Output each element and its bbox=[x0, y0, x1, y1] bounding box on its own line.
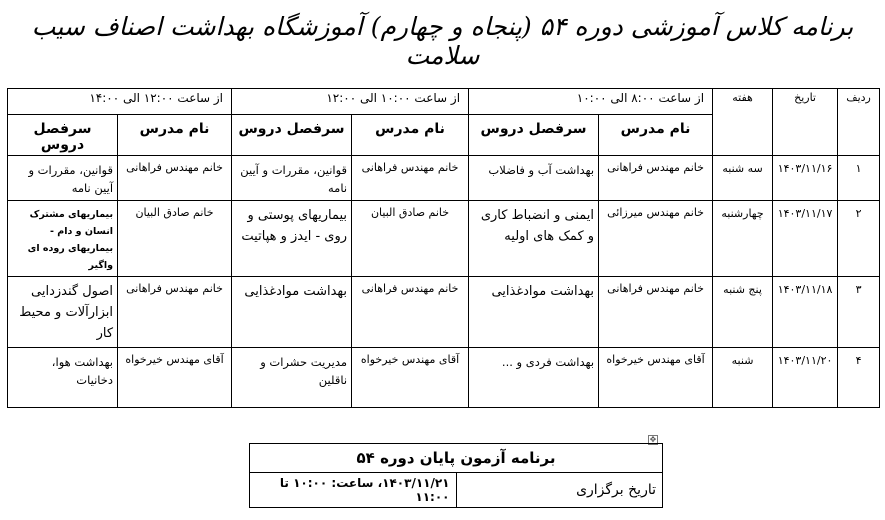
topic-cell: بهداشت هوا، دخانیات bbox=[8, 347, 118, 407]
teacher-cell: خانم مهندس فراهانی bbox=[352, 156, 469, 201]
topic-cell: بهداشت موادغذایی bbox=[232, 277, 352, 347]
row-date: ۱۴۰۳/۱۱/۱۷ bbox=[773, 200, 838, 276]
exam-date-value: ۱۴۰۳/۱۱/۲۱، ساعت: ۱۰:۰۰ تا ۱۱:۰۰ bbox=[250, 473, 457, 508]
teacher-cell: آقای مهندس خیرخواه bbox=[599, 347, 713, 407]
header-date: تاریخ bbox=[773, 89, 838, 156]
topic-cell: مدیریت حشرات و ناقلین bbox=[232, 347, 352, 407]
teacher-cell: خانم مهندس فراهانی bbox=[599, 277, 713, 347]
teacher-cell: خانم مهندس فراهانی bbox=[118, 156, 232, 201]
schedule-table bbox=[7, 88, 880, 408]
table-row bbox=[8, 277, 880, 347]
topic-cell: بهداشت موادغذایی bbox=[469, 277, 599, 347]
row-day: چهارشنبه bbox=[713, 200, 773, 276]
header-slot-3: از ساعت ۱۲:۰۰ الی ۱۴:۰۰ bbox=[8, 89, 232, 115]
teacher-cell: خانم مهندس میرزائی bbox=[599, 200, 713, 276]
teacher-cell: خانم مهندس فراهانی bbox=[599, 156, 713, 201]
row-number: ۳ bbox=[838, 277, 880, 347]
header-topic-3: سرفصل دروس bbox=[8, 115, 118, 156]
header-topic-1: سرفصل دروس bbox=[469, 115, 599, 156]
teacher-cell: خانم صادق البیان bbox=[352, 200, 469, 276]
teacher-cell: خانم صادق البیان bbox=[118, 200, 232, 276]
header-row-number: ردیف bbox=[838, 89, 880, 156]
table-row bbox=[8, 347, 880, 407]
row-date: ۱۴۰۳/۱۱/۱۸ bbox=[773, 277, 838, 347]
header-teacher-1: نام مدرس bbox=[599, 115, 713, 156]
topic-cell: بیماریهای مشترک انسان و دام - بیماریهای روده ای واگیر bbox=[8, 200, 118, 276]
exam-table bbox=[249, 443, 663, 508]
header-topic-2: سرفصل دروس bbox=[232, 115, 352, 156]
row-date: ۱۴۰۳/۱۱/۲۰ bbox=[773, 347, 838, 407]
table-row bbox=[8, 156, 880, 201]
row-date: ۱۴۰۳/۱۱/۱۶ bbox=[773, 156, 838, 201]
row-number: ۴ bbox=[838, 347, 880, 407]
topic-cell: قوانین، مقررات و آیین نامه bbox=[8, 156, 118, 201]
row-number: ۱ bbox=[838, 156, 880, 201]
exam-date-label: تاریخ برگزاری bbox=[456, 473, 663, 508]
row-day: شنبه bbox=[713, 347, 773, 407]
header-teacher-2: نام مدرس bbox=[352, 115, 469, 156]
teacher-cell: آقای مهندس خیرخواه bbox=[118, 347, 232, 407]
table-row bbox=[8, 200, 880, 276]
header-week: هفته bbox=[713, 89, 773, 156]
topic-cell: بهداشت فردی و ... bbox=[469, 347, 599, 407]
topic-cell: بهداشت آب و فاضلاب bbox=[469, 156, 599, 201]
row-day: سه شنبه bbox=[713, 156, 773, 201]
exam-title: برنامه آزمون پایان دوره ۵۴ bbox=[250, 444, 663, 473]
topic-cell: قوانین، مقررات و آیین نامه bbox=[232, 156, 352, 201]
header-slot-2: از ساعت ۱۰:۰۰ الی ۱۲:۰۰ bbox=[232, 89, 469, 115]
teacher-cell: آقای مهندس خیرخواه bbox=[352, 347, 469, 407]
header-slot-1: از ساعت ۸:۰۰ الی ۱۰:۰۰ bbox=[469, 89, 713, 115]
teacher-cell: خانم مهندس فراهانی bbox=[352, 277, 469, 347]
topic-cell: بیماریهای پوستی و روی - ایدز و هپاتیت bbox=[232, 200, 352, 276]
page-title: برنامه کلاس آموزشی دوره ۵۴ (پنجاه و چهارم) آموزشگاه بهداشت اصناف سیب سلامت bbox=[31, 12, 854, 70]
topic-cell: ایمنی و انضباط کاری و کمک های اولیه bbox=[469, 200, 599, 276]
move-handle-icon[interactable]: ✥ bbox=[649, 435, 657, 444]
teacher-cell: خانم مهندس فراهانی bbox=[118, 277, 232, 347]
row-number: ۲ bbox=[838, 200, 880, 276]
topic-cell: اصول گندزدایی ابزارآلات و محیط کار bbox=[8, 277, 118, 347]
header-teacher-3: نام مدرس bbox=[118, 115, 232, 156]
row-day: پنج شنبه bbox=[713, 277, 773, 347]
